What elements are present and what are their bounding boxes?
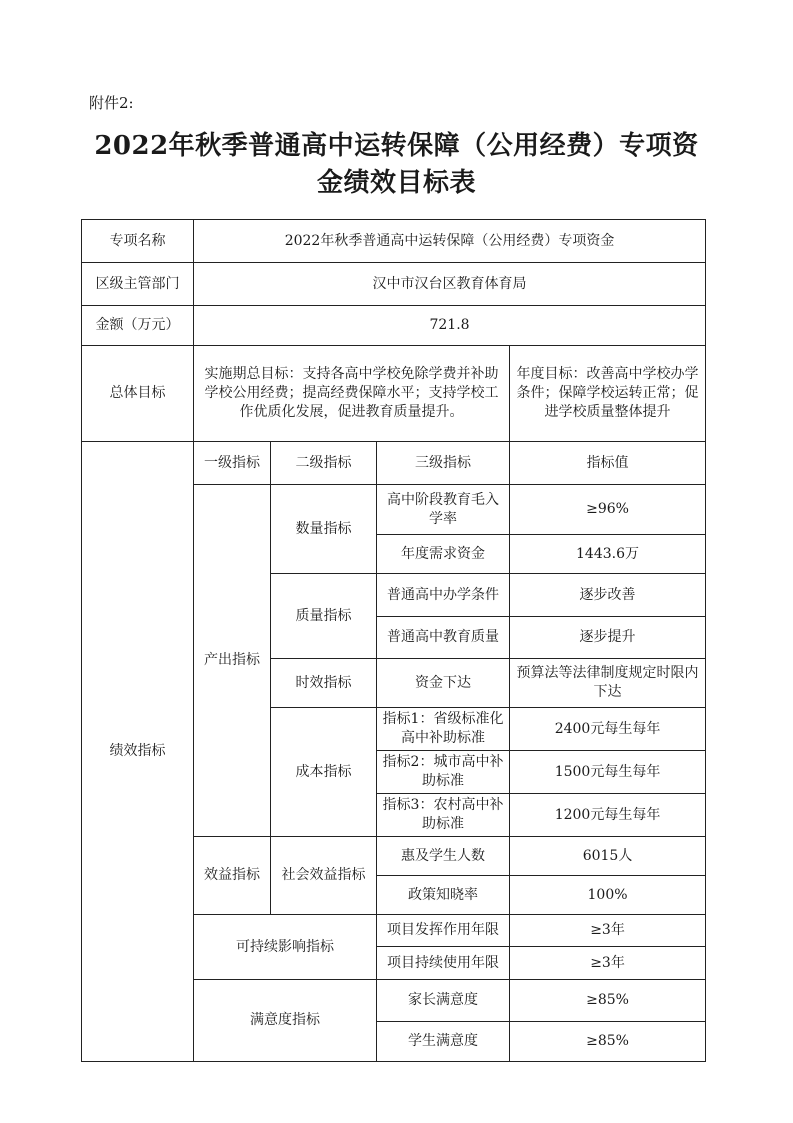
indicator-name: 指标1：省级标准化高中补助标准 — [377, 708, 510, 751]
department-row — [82, 263, 706, 306]
overall-target-row — [82, 346, 706, 442]
amount-value: 721.8 — [194, 306, 706, 346]
indicator-value: 6015人 — [510, 837, 706, 876]
document-title — [60, 128, 733, 202]
overall-annual-target: 年度目标：改善高中学校办学条件；保障学校运转正常；促进学校质量整体提升 — [510, 346, 706, 442]
indicator-name: 项目持续使用年限 — [377, 947, 510, 980]
overall-implementation-target: 实施期总目标：支持各高中学校免除学费并补助学校公用经费；提高经费保障水平；支持学校工作优质化发展，促进教育质量提升。 — [194, 346, 510, 442]
indicator-value: 1443.6万 — [510, 535, 706, 574]
indicator-value: 2400元每生每年 — [510, 708, 706, 751]
quality-indicator: 质量指标 — [271, 574, 377, 659]
satisfaction-indicator: 满意度指标 — [194, 980, 377, 1062]
benefit-indicator: 效益指标 — [194, 837, 271, 915]
indicator-value: 逐步改善 — [510, 574, 706, 617]
indicator-name: 指标3：农村高中补助标准 — [377, 794, 510, 837]
cost-indicator: 成本指标 — [271, 708, 377, 837]
department-label: 区级主管部门 — [82, 263, 194, 306]
indicator-name: 学生满意度 — [377, 1022, 510, 1062]
indicator-value: 逐步提升 — [510, 617, 706, 659]
indicator-value: 1500元每生每年 — [510, 751, 706, 794]
indicator-name: 高中阶段教育毛入学率 — [377, 485, 510, 535]
overall-target-label: 总体目标 — [82, 346, 194, 442]
attachment-label: 附件2: — [89, 94, 134, 112]
performance-target-table — [81, 219, 706, 1062]
indicator-value: ≥85% — [510, 980, 706, 1022]
project-name-label: 专项名称 — [82, 220, 194, 263]
amount-label: 金额（万元） — [82, 306, 194, 346]
indicator-name: 资金下达 — [377, 659, 510, 708]
indicator-name: 惠及学生人数 — [377, 837, 510, 876]
performance-indicators-label: 绩效指标 — [82, 442, 194, 1062]
indicator-value: 预算法等法律制度规定时限内下达 — [510, 659, 706, 708]
indicator-name: 家长满意度 — [377, 980, 510, 1022]
header-value: 指标值 — [510, 442, 706, 485]
header-level1: 一级指标 — [194, 442, 271, 485]
header-level3: 三级指标 — [377, 442, 510, 485]
project-name-row — [82, 220, 706, 263]
social-benefit-indicator: 社会效益指标 — [271, 837, 377, 915]
indicator-name: 指标2：城市高中补助标准 — [377, 751, 510, 794]
indicator-value: 1200元每生每年 — [510, 794, 706, 837]
indicator-value: ≥3年 — [510, 947, 706, 980]
department-value: 汉中市汉台区教育体育局 — [194, 263, 706, 306]
timeliness-indicator: 时效指标 — [271, 659, 377, 708]
sustainability-indicator: 可持续影响指标 — [194, 915, 377, 980]
header-level2: 二级指标 — [271, 442, 377, 485]
amount-row — [82, 306, 706, 346]
perf-header-row — [82, 442, 706, 485]
indicator-value: ≥85% — [510, 1022, 706, 1062]
indicator-name: 年度需求资金 — [377, 535, 510, 574]
title-line-1: 2022年秋季普通高中运转保障（公用经费）专项资 — [94, 131, 699, 161]
quantity-indicator: 数量指标 — [271, 485, 377, 574]
indicator-value: ≥3年 — [510, 915, 706, 947]
indicator-name: 项目发挥作用年限 — [377, 915, 510, 947]
title-line-2: 金绩效目标表 — [316, 168, 476, 198]
project-name-value: 2022年秋季普通高中运转保障（公用经费）专项资金 — [194, 220, 706, 263]
indicator-name: 普通高中办学条件 — [377, 574, 510, 617]
indicator-name: 政策知晓率 — [377, 876, 510, 915]
indicator-name: 普通高中教育质量 — [377, 617, 510, 659]
indicator-value: ≥96% — [510, 485, 706, 535]
output-indicator: 产出指标 — [194, 485, 271, 837]
indicator-value: 100% — [510, 876, 706, 915]
